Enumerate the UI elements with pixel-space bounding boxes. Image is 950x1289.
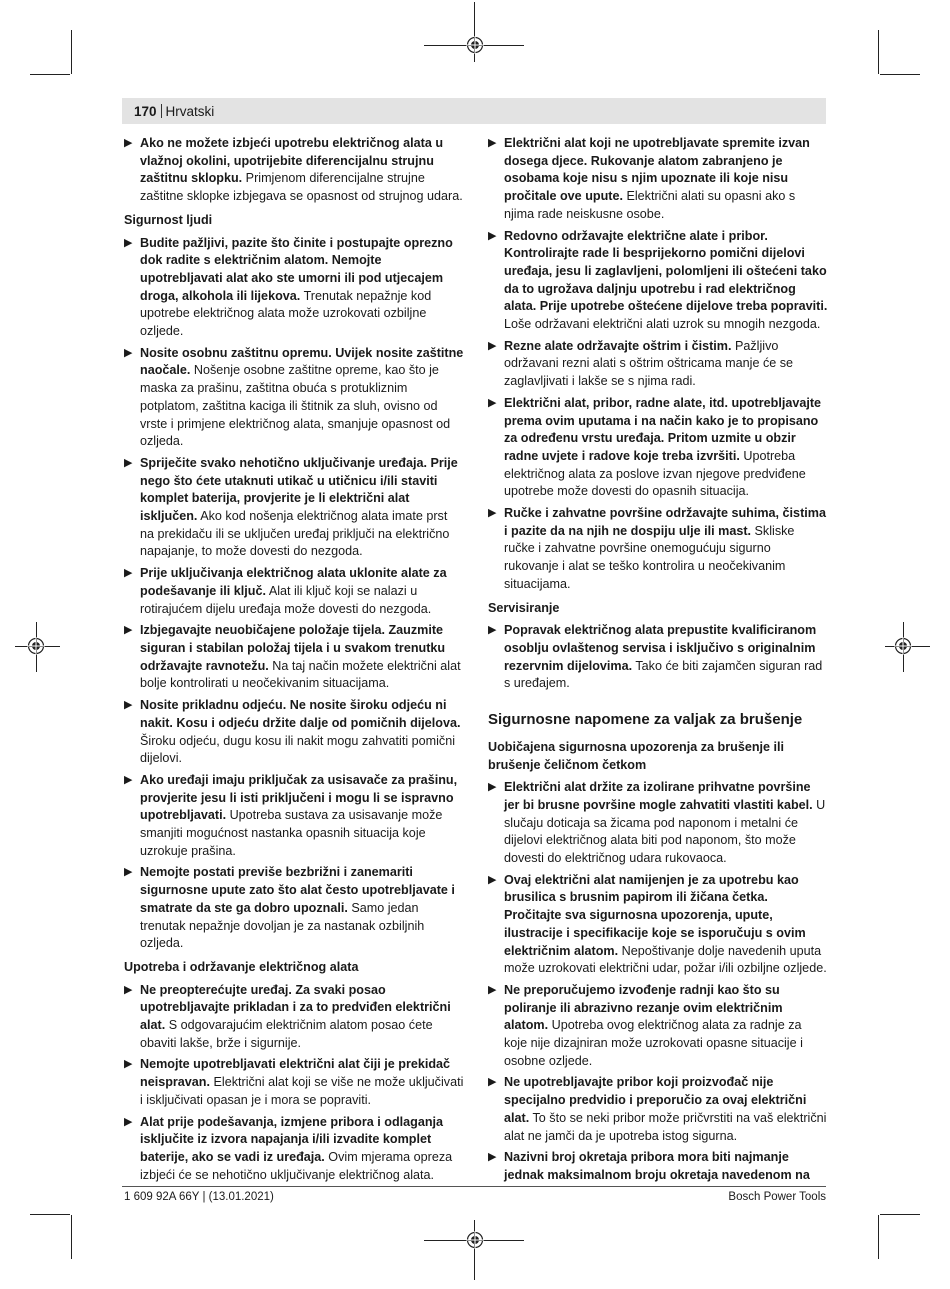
subsection-heading: Sigurnost ljudi (124, 212, 213, 227)
list-item (488, 228, 828, 334)
page-number: 170 (134, 103, 157, 119)
crop-mark (30, 1214, 70, 1215)
crop-mark (878, 30, 879, 74)
item-text: Upotreba ovog električnog alata za radnje za koje nije dizajniran može uzrokovati opasne situacije i osobne ozljede. (504, 1018, 803, 1068)
bullet-icon: ▶ (124, 866, 133, 879)
registration-mark-icon (27, 637, 45, 655)
bullet-icon: ▶ (488, 781, 497, 794)
section-heading: Sigurnosne napomene za valjak za brušenje (488, 711, 803, 729)
item-text: Na taj način možete električni alat bolje kontrolirati u neočekivanim situacijama. (140, 658, 461, 691)
list-item (488, 338, 828, 391)
crop-mark (71, 1215, 72, 1259)
item-text: To što se neki pribor može pričvrstiti na vaš električni alat ne jamči da je upotreba istog sigurna. (504, 1110, 827, 1143)
item-bold-text: Spriječite svako nehotično uključivanje uređaja. Prije nego što ćete utaknuti utikač u utičnicu i/ili staviti komplet baterija, provjerite je li električni alat isključen. (140, 455, 458, 524)
item-text: Ako kod nošenja električnog alata imate prst na prekidaču ili se uključen uređaj priključi na električno napajanje, to može dovesti do nezgoda. (140, 509, 450, 559)
crop-mark (474, 1220, 475, 1280)
page-footer (124, 1191, 826, 1203)
list-item (124, 697, 464, 768)
item-bold-text: Nosite osobnu zaštitnu opremu. Uvijek nosite zaštitne naočale. (140, 345, 464, 378)
bullet-icon: ▶ (488, 137, 497, 149)
item-bold-text: Prije uključivanja električnog alata uklonite alate za podešavanje ili ključ. (140, 566, 447, 598)
item-text: Skliske ručke i zahvatne površine onemogućuju sigurno rukovanje i alat se teško kontrolira u neočekivanim situacijama. (504, 523, 795, 591)
list-item (488, 872, 828, 978)
header-separator (161, 104, 162, 118)
footer-doc-id: 1 609 92A 66Y | (13.01.2021) (124, 1191, 274, 1203)
item-bold-text: Ne preopterećujte uređaj. Za svaki posao upotrebljavajte prikladan i za to predviđen električni alat. (140, 982, 451, 1033)
item-bold-text: Nazivni broj okretaja pribora mora biti najmanje jednak maksimalnom broju okretaja navedenom na (504, 1150, 810, 1182)
list-item (488, 1074, 828, 1145)
footer-rule (122, 1186, 826, 1187)
list-item (124, 772, 464, 861)
bullet-icon: ▶ (488, 1151, 497, 1164)
list-item (124, 864, 464, 953)
bullet-icon: ▶ (488, 873, 497, 886)
item-bold-text: Budite pažljivi, pazite što činite i postupajte oprezno dok radite s električnim alatom. Nemojte upotrebljavati alat ako ste umorni ili pod utjecajem droga, alkohola ili lijekova. (140, 235, 453, 303)
bullet-icon: ▶ (124, 773, 133, 786)
item-text: Široku odjeću, dugu kosu ili nakit mogu zahvatiti pomični dijelovi. (140, 733, 456, 766)
item-text: Ovim mjerama opreza izbjeći će se nehotično uključivanje električnog alata. (140, 1149, 453, 1182)
item-text: Alat ili ključ koji se nalazi u rotirajućem dijelu uređaja može dovesti do nezgoda. (140, 583, 432, 616)
list-item (124, 345, 464, 451)
bullet-icon: ▶ (124, 624, 133, 637)
item-text: Električni alat koji se više ne može uključivati i isključivati opasan je i mora se popraviti. (140, 1075, 464, 1107)
item-bold-text: Nosite prikladnu odjeću. Ne nosite široku odjeću ni nakit. Kosu i odjeću držite dalje od pomičnih dijelova. (140, 698, 461, 730)
item-bold-text: Ne upotrebljavajte pribor koji proizvođač nije specijalno predvidio i preporučio za ovaj električni alat. (504, 1075, 807, 1125)
right-column (488, 135, 828, 1189)
item-text: Upotreba sustava za usisavanje može smanjiti mogućnost nastanka opasnih situacija koje uzrokuje prašina. (140, 808, 443, 858)
item-bold-text: Ovaj električni alat namijenjen je za upotrebu kao brusilica s brusnim papirom ili žičana četka. Pročitajte sva sigurnosna upozorenja, upute, ilustracije i specifikacije koje se isporučuju s ovim električnim alatom. (504, 872, 806, 958)
item-bold-text: Nemojte postati previše bezbrižni i zanemariti sigurnosne upute zato što alat često upotrebljavate i smatrate da ste ga dobro upoznali. (140, 865, 455, 915)
item-text: U slučaju doticaja sa žicama pod naponom i metalni će dijelovi električnog alata biti pod naponom, što može dovesti do električnog udara rukovaoca. (504, 797, 826, 866)
bullet-icon: ▶ (124, 983, 133, 996)
item-text: Primjenom diferencijalne strujne zaštitne sklopke izbjegava se opasnost od strujnog udara. (140, 171, 463, 204)
subsection-heading: Uobičajena sigurnosna upozorenja za brušenje ili brušenje čeličnom četkom (488, 739, 785, 772)
bullet-icon: ▶ (124, 137, 133, 149)
list-item (124, 1114, 464, 1185)
item-bold-text: Ručke i zahvatne površine održavajte suhima, čistima i pazite da na njih ne dospiju ulje ili mast. (504, 506, 826, 538)
item-bold-text: Električni alat koji ne upotrebljavate spremite izvan dosega djece. Rukovanje alatom zabranjeno je osobama koje nisu s njim upoznate ili koje nisu pročitale ove upute. (504, 136, 810, 204)
bullet-icon: ▶ (488, 624, 497, 637)
bullet-icon: ▶ (124, 1058, 133, 1071)
bullet-icon: ▶ (124, 1115, 133, 1128)
item-text: Samo jedan trenutak nepažnje dovoljan je za nastanak ozbiljnih ozljeda. (140, 900, 425, 951)
item-bold-text: Redovno održavajte električne alate i pribor. Kontrolirajte rade li besprijekorno pomični dijelovi uređaja, jesu li zaglavljeni, polomljeni ili oštećeni tako da to ugrožava daljnju upotrebu i rad električnog alata. Prije upotrebe oštećene dijelove treba popraviti. (504, 228, 828, 314)
list-item (124, 1056, 464, 1109)
registration-mark-icon (466, 1231, 484, 1249)
crop-mark (880, 74, 920, 75)
item-bold-text: Rezne alate održavajte oštrim i čistim. (504, 338, 732, 353)
bullet-icon: ▶ (488, 229, 497, 242)
list-item (124, 455, 464, 561)
item-text: Loše održavani električni alati uzrok su mnogih nezgoda. (504, 317, 821, 332)
language-label: Hrvatski (165, 103, 215, 119)
list-item (488, 779, 828, 868)
subsection-heading: Upotreba i održavanje električnog alata (124, 959, 359, 974)
list-item (124, 982, 464, 1053)
page-header (122, 98, 826, 124)
bullet-icon: ▶ (124, 699, 133, 712)
bullet-icon: ▶ (124, 567, 133, 580)
bullet-icon: ▶ (488, 339, 497, 352)
left-column (124, 135, 464, 1188)
list-item (124, 135, 464, 206)
item-bold-text: Električni alat držite za izolirane prihvatne površine jer bi brusne površine mogle zahvatiti vlastiti kabel. (504, 780, 813, 812)
item-bold-text: Ako ne možete izbjeći upotrebu električnog alata u vlažnoj okolini, upotrijebite diferencijalnu strujnu zaštitnu sklopku. (140, 136, 444, 186)
item-text: Upotreba električnog alata za poslove izvan njegove predviđene upotrebe može dovesti do opasnih situacija. (504, 448, 806, 499)
item-bold-text: Električni alat, pribor, radne alate, itd. upotrebljavajte prema ovim uputama i na način kako je to propisano za određenu vrstu uređaja. Pritom uzmite u obzir radne uvjete i radove koje treba izvršiti. (504, 395, 822, 463)
item-bold-text: Popravak električnog alata prepustite kvalificiranom osoblju ovlaštenog servisa i isključivo s originalnim rezervnim dijelovima. (504, 623, 817, 673)
footer-brand: Bosch Power Tools (728, 1191, 826, 1203)
item-bold-text: Nemojte upotrebljavati električni alat čiji je prekidač neispravan. (140, 1057, 451, 1090)
item-text: Električni alati su opasni ako s njima rade neiskusne osobe. (504, 189, 796, 221)
item-text: Tako će biti zajamčen siguran rad s uređajem. (504, 658, 823, 691)
item-bold-text: Izbjegavajte neuobičajene položaje tijela. Zauzmite siguran i stabilan položaj tijela i u svakom trenutku održavajte ravnotežu. (140, 623, 446, 673)
bullet-icon: ▶ (488, 396, 497, 409)
list-item (488, 1149, 828, 1184)
bullet-icon: ▶ (124, 236, 133, 249)
item-text: Nepoštivanje dolje navedenih uputa može uzrokovati električni udar, požar i/ili ozbiljne ozljede. (504, 943, 827, 976)
item-text: S odgovarajućim električnim alatom posao ćete obaviti lakše, brže i sigurnije. (140, 1018, 433, 1050)
list-item (488, 135, 828, 224)
list-item (488, 505, 828, 594)
bullet-icon: ▶ (124, 346, 133, 359)
item-text: Trenutak nepažnje kod upotrebe električnog alata može uzrokovati ozbiljne ozljede. (140, 288, 432, 339)
list-item (124, 235, 464, 341)
crop-mark (71, 30, 72, 74)
subsection-heading: Servisiranje (488, 600, 560, 615)
crop-mark (878, 1215, 879, 1259)
list-item (488, 982, 828, 1071)
item-text: Nošenje osobne zaštitne opreme, kao što je maska za prašinu, zaštitna obuća s protukliznim potplatom, zaštitna kaciga ili štitnik za sluh, ovisno od vrste i primjene električnog alata, smanjuje opasnost od ozljeda. (140, 363, 451, 449)
list-item (124, 565, 464, 618)
list-item (124, 622, 464, 693)
registration-mark-icon (466, 36, 484, 54)
item-bold-text: Ne preporučujemo izvođenje radnji kao što su poliranje ili abrazivno rezanje ovim električnim alatom. (504, 982, 783, 1033)
crop-mark (30, 74, 70, 75)
crop-mark (880, 1214, 920, 1215)
list-item (488, 622, 828, 693)
bullet-icon: ▶ (488, 983, 497, 996)
bullet-icon: ▶ (488, 507, 497, 520)
registration-mark-icon (894, 637, 912, 655)
bullet-icon: ▶ (124, 456, 133, 469)
item-bold-text: Ako uređaji imaju priključak za usisavače za prašinu, provjerite jesu li isti priključeni i mogu li se ispravno upotrebljavati. (140, 772, 458, 823)
item-bold-text: Alat prije podešavanja, izmjene pribora i odlaganja isključite iz izvora napajanja i/ili izvadite komplet baterije, ako se vadi iz uređaja. (140, 1114, 444, 1164)
list-item (488, 395, 828, 501)
item-text: Pažljivo održavani rezni alati s oštrim oštricama manje će se zaglavljivati i lakše se s njima radi. (504, 338, 794, 389)
bullet-icon: ▶ (488, 1076, 497, 1089)
